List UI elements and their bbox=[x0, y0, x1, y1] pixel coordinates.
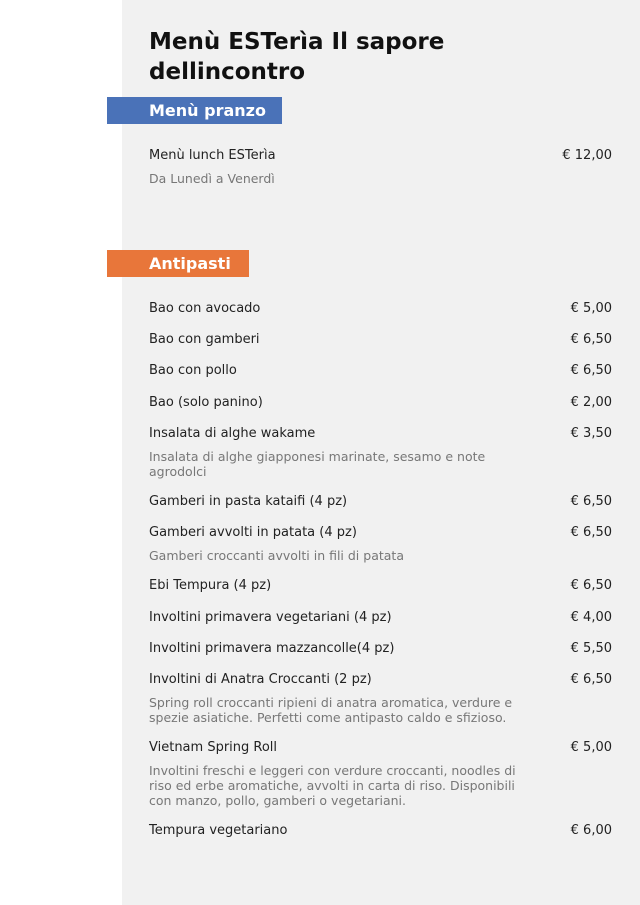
menu-item-price: € 6,00 bbox=[570, 823, 612, 838]
menu-item-price: € 5,00 bbox=[570, 301, 612, 316]
menu-item-description: Involtini freschi e leggeri con verdure croccanti, noodles di riso ed erbe aromatiche, avvolti in carta di riso. Disponibili con manzo, pollo, gamberi o vegetariani. bbox=[149, 763, 516, 808]
section-heading-starters: Antipasti bbox=[107, 250, 249, 277]
menu-item-description: Da Lunedì a Venerdì bbox=[149, 171, 275, 186]
menu-item-price: € 6,50 bbox=[570, 525, 612, 540]
menu-item-name: Ebi Tempura (4 pz) bbox=[149, 578, 272, 593]
menu-item-price: € 2,00 bbox=[570, 395, 612, 410]
menu-item-name: Bao con avocado bbox=[149, 301, 261, 316]
menu-item-name: Bao con pollo bbox=[149, 363, 237, 378]
menu-item-price: € 6,50 bbox=[570, 672, 612, 687]
menu-item-price: € 5,00 bbox=[570, 740, 612, 755]
menu-item-price: € 4,00 bbox=[570, 610, 612, 625]
menu-item-description: Gamberi croccanti avvolti in fili di patata bbox=[149, 548, 404, 563]
menu-item-name: Involtini primavera vegetariani (4 pz) bbox=[149, 610, 392, 625]
menu-item-description: Spring roll croccanti ripieni di anatra aromatica, verdure e spezie asiatiche. Perfetti come antipasto caldo e sfizioso. bbox=[149, 695, 513, 725]
menu-item-price: € 12,00 bbox=[562, 148, 612, 163]
page-title: Menù ESTerìa Il sapore dellincontro bbox=[149, 29, 445, 85]
menu-item-name: Involtini di Anatra Croccanti (2 pz) bbox=[149, 672, 372, 687]
menu-item-name: Vietnam Spring Roll bbox=[149, 740, 278, 755]
menu-item-description: Insalata di alghe giapponesi marinate, sesamo e note agrodolci bbox=[149, 449, 486, 479]
menu-item-name: Menù lunch ESTerìa bbox=[149, 148, 276, 163]
menu-item-name: Gamberi in pasta kataifi (4 pz) bbox=[149, 494, 348, 509]
section-heading-lunch: Menù pranzo bbox=[107, 97, 282, 124]
menu-item-name: Bao (solo panino) bbox=[149, 395, 263, 410]
menu-item-name: Gamberi avvolti in patata (4 pz) bbox=[149, 525, 357, 540]
menu-item-name: Tempura vegetariano bbox=[149, 823, 288, 838]
menu-item-name: Bao con gamberi bbox=[149, 332, 260, 347]
menu-item-price: € 3,50 bbox=[570, 426, 612, 441]
menu-item-price: € 5,50 bbox=[570, 641, 612, 656]
menu-item-price: € 6,50 bbox=[570, 363, 612, 378]
menu-item-name: Involtini primavera mazzancolle(4 pz) bbox=[149, 641, 395, 656]
menu-item-name: Insalata di alghe wakame bbox=[149, 426, 316, 441]
menu-item-price: € 6,50 bbox=[570, 332, 612, 347]
menu-item-price: € 6,50 bbox=[570, 578, 612, 593]
menu-item-price: € 6,50 bbox=[570, 494, 612, 509]
